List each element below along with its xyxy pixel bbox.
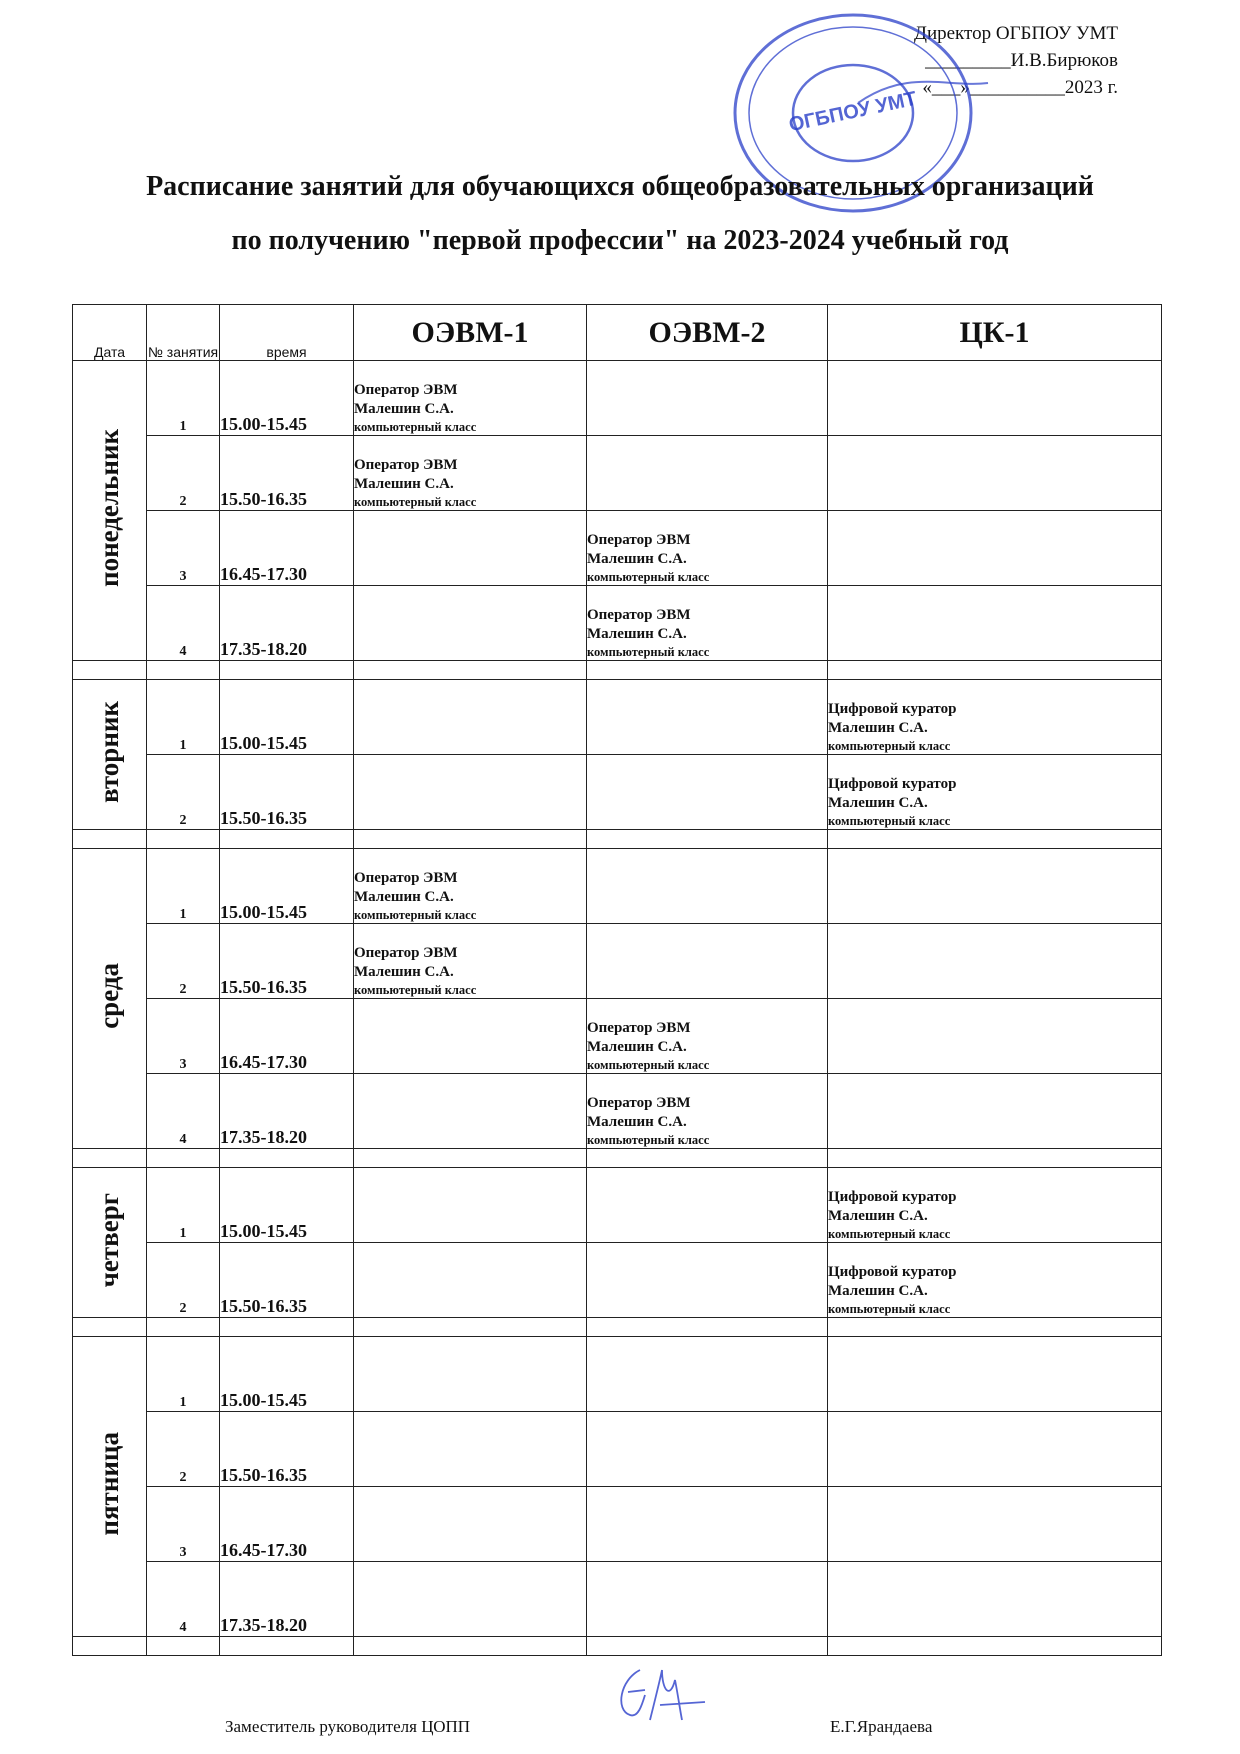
lesson-room: компьютерный класс: [828, 1302, 951, 1316]
separator-cell: [147, 1318, 220, 1337]
schedule-cell: [828, 361, 1162, 436]
day-separator-row: [73, 830, 1162, 849]
lesson-number: 2: [147, 1412, 220, 1487]
schedule-cell: [828, 586, 1162, 661]
lesson-teacher: Малешин С.А.: [828, 720, 928, 736]
svg-text:ОГБПОУ УМТ: ОГБПОУ УМТ: [786, 87, 919, 137]
approval-line-2: _________И.В.Бирюков: [925, 50, 1118, 71]
lesson-subject: Оператор ЭВМ: [587, 1020, 691, 1036]
separator-cell: [354, 1149, 587, 1168]
schedule-cell: [828, 1243, 1162, 1318]
day-cell: [73, 849, 147, 1149]
separator-cell: [587, 1149, 828, 1168]
table-row: [73, 1243, 1162, 1318]
lesson-time: 15.00-15.45: [220, 680, 354, 755]
header-group-ck1: ЦК-1: [828, 305, 1162, 361]
table-row: [73, 1337, 1162, 1412]
lesson-number: 1: [147, 680, 220, 755]
schedule-cell: [354, 361, 587, 436]
table-row: [73, 999, 1162, 1074]
lesson-room: компьютерный класс: [587, 1133, 710, 1147]
lesson-number: 2: [147, 755, 220, 830]
lesson-room: компьютерный класс: [354, 420, 477, 434]
schedule-cell: [587, 1168, 828, 1243]
schedule-cell: [828, 511, 1162, 586]
lesson-time: 16.45-17.30: [220, 511, 354, 586]
lesson-teacher: Малешин С.А.: [354, 401, 454, 417]
schedule-cell: [587, 849, 828, 924]
lesson-room: компьютерный класс: [587, 1058, 710, 1072]
separator-cell: [828, 661, 1162, 680]
schedule-cell: [587, 1337, 828, 1412]
day-label: понедельник: [94, 429, 124, 587]
lesson-teacher: Малешин С.А.: [587, 1039, 687, 1055]
schedule-cell: [828, 1074, 1162, 1149]
lesson-number: 3: [147, 1487, 220, 1562]
lesson-teacher: Малешин С.А.: [828, 1208, 928, 1224]
schedule-cell: [587, 361, 828, 436]
schedule-cell: [828, 999, 1162, 1074]
schedule-cell: [354, 1487, 587, 1562]
day-cell: [73, 1168, 147, 1318]
schedule-cell: [587, 1562, 828, 1637]
separator-cell: [354, 830, 587, 849]
lesson-teacher: Малешин С.А.: [828, 795, 928, 811]
approval-line-1: Директор ОГБПОУ УМТ: [914, 23, 1118, 44]
schedule-cell: [587, 680, 828, 755]
separator-cell: [828, 830, 1162, 849]
title-line-2: по получению "первой профессии" на 2023-2024 учебный год: [231, 225, 1009, 256]
day-separator-row: [73, 661, 1162, 680]
lesson-number: 1: [147, 849, 220, 924]
lesson-teacher: Малешин С.А.: [587, 1114, 687, 1130]
separator-cell: [587, 830, 828, 849]
schedule-cell: [587, 511, 828, 586]
lesson-number: 4: [147, 586, 220, 661]
table-row: [73, 1487, 1162, 1562]
separator-cell: [147, 1637, 220, 1656]
lesson-subject: Оператор ЭВМ: [354, 457, 458, 473]
table-row: [73, 680, 1162, 755]
separator-cell: [73, 661, 147, 680]
lesson-room: компьютерный класс: [828, 814, 951, 828]
lesson-number: 3: [147, 511, 220, 586]
separator-cell: [354, 1637, 587, 1656]
table-row: [73, 1168, 1162, 1243]
schedule-cell: [587, 1074, 828, 1149]
schedule-body: [73, 361, 1162, 1656]
lesson-room: компьютерный класс: [828, 739, 951, 753]
schedule-cell: [354, 755, 587, 830]
day-cell: [73, 1337, 147, 1637]
separator-cell: [828, 1149, 1162, 1168]
schedule-cell: [587, 436, 828, 511]
lesson-time: 15.50-16.35: [220, 1243, 354, 1318]
table-row: [73, 1412, 1162, 1487]
lesson-room: компьютерный класс: [587, 645, 710, 659]
lesson-room: компьютерный класс: [587, 570, 710, 584]
schedule-cell: [354, 999, 587, 1074]
separator-cell: [220, 830, 354, 849]
day-label: вторник: [94, 700, 124, 803]
table-row: [73, 361, 1162, 436]
table-row: [73, 755, 1162, 830]
lesson-teacher: Малешин С.А.: [828, 1283, 928, 1299]
separator-cell: [73, 1149, 147, 1168]
table-row: [73, 436, 1162, 511]
separator-cell: [354, 661, 587, 680]
day-separator-row: [73, 1149, 1162, 1168]
table-row: [73, 1562, 1162, 1637]
lesson-number: 2: [147, 1243, 220, 1318]
schedule-cell: [354, 1412, 587, 1487]
lesson-subject: Оператор ЭВМ: [587, 532, 691, 548]
schedule-cell: [587, 999, 828, 1074]
schedule-cell: [828, 1412, 1162, 1487]
schedule-cell: [828, 1487, 1162, 1562]
header-group-oevm1: ОЭВМ-1: [354, 305, 587, 361]
schedule-cell: [354, 436, 587, 511]
separator-cell: [73, 1318, 147, 1337]
table-row: [73, 1074, 1162, 1149]
lesson-number: 4: [147, 1562, 220, 1637]
schedule-cell: [354, 924, 587, 999]
lesson-time: 15.00-15.45: [220, 849, 354, 924]
table-row: [73, 924, 1162, 999]
lesson-time: 15.50-16.35: [220, 755, 354, 830]
separator-cell: [587, 1318, 828, 1337]
separator-cell: [354, 1318, 587, 1337]
lesson-subject: Цифровой куратор: [828, 1264, 957, 1280]
lesson-time: 16.45-17.30: [220, 1487, 354, 1562]
day-label: пятница: [94, 1432, 124, 1536]
lesson-teacher: Малешин С.А.: [354, 889, 454, 905]
schedule-cell: [828, 755, 1162, 830]
title-line-1: Расписание занятий для обучающихся общеобразовательных организаций: [146, 171, 1094, 202]
lesson-teacher: Малешин С.А.: [587, 626, 687, 642]
schedule-cell: [828, 924, 1162, 999]
schedule-cell: [828, 436, 1162, 511]
schedule-cell: [587, 755, 828, 830]
lesson-teacher: Малешин С.А.: [354, 964, 454, 980]
separator-cell: [587, 661, 828, 680]
schedule-cell: [354, 1337, 587, 1412]
day-label: четверг: [94, 1192, 124, 1288]
separator-cell: [147, 661, 220, 680]
day-cell: [73, 361, 147, 661]
lesson-time: 16.45-17.30: [220, 999, 354, 1074]
separator-cell: [220, 1149, 354, 1168]
schedule-cell: [587, 1487, 828, 1562]
schedule-cell: [354, 1168, 587, 1243]
schedule-cell: [587, 924, 828, 999]
lesson-subject: Оператор ЭВМ: [587, 607, 691, 623]
lesson-time: 17.35-18.20: [220, 1074, 354, 1149]
lesson-time: 17.35-18.20: [220, 1562, 354, 1637]
lesson-number: 1: [147, 1168, 220, 1243]
header-date: Дата: [73, 305, 147, 361]
separator-cell: [220, 661, 354, 680]
day-cell: [73, 680, 147, 830]
schedule-cell: [828, 680, 1162, 755]
lesson-subject: Цифровой куратор: [828, 776, 957, 792]
separator-cell: [587, 1637, 828, 1656]
lesson-subject: Оператор ЭВМ: [354, 382, 458, 398]
lesson-number: 4: [147, 1074, 220, 1149]
lesson-room: компьютерный класс: [354, 983, 477, 997]
schedule-cell: [587, 586, 828, 661]
separator-cell: [73, 830, 147, 849]
lesson-time: 15.00-15.45: [220, 361, 354, 436]
table-row: [73, 586, 1162, 661]
lesson-number: 2: [147, 436, 220, 511]
footer-name: Е.Г.Ярандаева: [830, 1717, 933, 1736]
day-separator-row: [73, 1318, 1162, 1337]
header-lesson-number: № занятия: [147, 305, 220, 361]
separator-cell: [147, 830, 220, 849]
lesson-subject: Оператор ЭВМ: [587, 1095, 691, 1111]
lesson-number: 1: [147, 1337, 220, 1412]
table-row: [73, 511, 1162, 586]
schedule-cell: [828, 1562, 1162, 1637]
lesson-time: 15.50-16.35: [220, 924, 354, 999]
lesson-number: 1: [147, 361, 220, 436]
day-label: среда: [94, 963, 124, 1029]
schedule-table: [72, 304, 1162, 1656]
schedule-cell: [354, 849, 587, 924]
handwritten-signature: [600, 1660, 710, 1735]
schedule-cell: [354, 586, 587, 661]
table-row: [73, 849, 1162, 924]
schedule-cell: [354, 511, 587, 586]
day-separator-row: [73, 1637, 1162, 1656]
lesson-room: компьютерный класс: [354, 908, 477, 922]
lesson-time: 15.50-16.35: [220, 1412, 354, 1487]
header-row: [73, 305, 1162, 361]
lesson-time: 15.00-15.45: [220, 1337, 354, 1412]
separator-cell: [220, 1318, 354, 1337]
header-time: время: [220, 305, 354, 361]
lesson-teacher: Малешин С.А.: [354, 476, 454, 492]
header-group-oevm2: ОЭВМ-2: [587, 305, 828, 361]
schedule-cell: [828, 1168, 1162, 1243]
schedule-cell: [828, 1337, 1162, 1412]
lesson-subject: Оператор ЭВМ: [354, 870, 458, 886]
separator-cell: [73, 1637, 147, 1656]
schedule-cell: [828, 849, 1162, 924]
lesson-teacher: Малешин С.А.: [587, 551, 687, 567]
lesson-number: 3: [147, 999, 220, 1074]
schedule-cell: [354, 1243, 587, 1318]
schedule-cell: [587, 1412, 828, 1487]
lesson-time: 15.00-15.45: [220, 1168, 354, 1243]
page-title: [60, 160, 1180, 268]
lesson-subject: Оператор ЭВМ: [354, 945, 458, 961]
approval-line-3: «___»__________2023 г.: [922, 77, 1118, 98]
lesson-subject: Цифровой куратор: [828, 701, 957, 717]
lesson-number: 2: [147, 924, 220, 999]
schedule-cell: [354, 1074, 587, 1149]
lesson-room: компьютерный класс: [354, 495, 477, 509]
schedule-cell: [354, 1562, 587, 1637]
schedule-cell: [354, 680, 587, 755]
lesson-time: 17.35-18.20: [220, 586, 354, 661]
separator-cell: [220, 1637, 354, 1656]
schedule-cell: [587, 1243, 828, 1318]
lesson-room: компьютерный класс: [828, 1227, 951, 1241]
separator-cell: [828, 1637, 1162, 1656]
lesson-subject: Цифровой куратор: [828, 1189, 957, 1205]
lesson-time: 15.50-16.35: [220, 436, 354, 511]
footer-position: Заместитель руководителя ЦОПП: [225, 1717, 471, 1736]
separator-cell: [828, 1318, 1162, 1337]
separator-cell: [147, 1149, 220, 1168]
